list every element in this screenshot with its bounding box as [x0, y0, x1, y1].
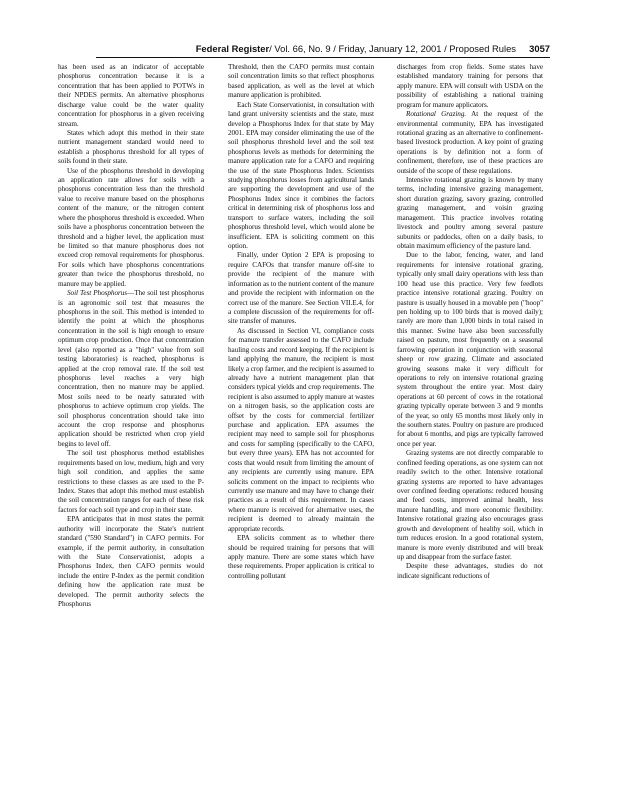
paragraph	[228, 63, 374, 101]
text-column-1	[58, 63, 204, 609]
paragraph-text: EPA solicits comment as to whether there should be required training for persons that will apply manure. There are some states which have these requirements. Proper application is critical to controlling pollutant	[228, 534, 374, 580]
paragraph	[397, 449, 543, 562]
paragraph	[397, 110, 543, 176]
text-column-3	[397, 63, 543, 581]
paragraph	[58, 289, 204, 449]
paragraph-text: The soil test phosphorus method establishes requirements based on low, medium, high and very high soil condition, and applies the same restrictions to these classes as are used to the P-Index. States that adopt this method must establish the soil concentration ranges for each of these risk factors for each soil type and crop in their state.	[58, 449, 204, 514]
paragraph-text: Threshold, then the CAFO permits must contain soil concentration limits so that reflect phosphorus based application, as well as the level at which manure application is prohibited.	[228, 63, 374, 100]
paragraph	[397, 63, 543, 110]
paragraph	[228, 101, 374, 252]
header-issue-info: / Vol. 66, No. 9 / Friday, January 12, 2001 / Proposed Rules	[269, 43, 516, 54]
page-number: 3057	[529, 43, 550, 54]
paragraph-text: Use of the phosphorus threshold in developing an application rate allows for soils with a phosphorus concentration less than the threshold value to receive manure based on the phosphorus content of the manure, or the nitrogen content where the phosphorus threshold is exceeded. When soils have a phosphorus concentration between the threshold and a higher level, the application must be limited so that manure phosphorus does not exceed crop removal requirements for phosphorus. For soils which have phosphorus concentrations greater than twice the phosphorus threshold, no manure may be applied.	[58, 166, 204, 288]
paragraph	[58, 129, 204, 167]
paragraph	[228, 534, 374, 581]
paragraph-text: EPA anticipates that in most states the permit authority will incorporate the State's nutrient standard ("590 Standard") in CAFO permits. For example, if the permit authority, in consultation with the State Conservationist, adopts a Phosphorus Index, then CAFO permits would include the entire P-Index as the permit condition defining how the application rate must be developed. The permit authority selects the Phosphorus	[58, 515, 204, 609]
paragraph	[58, 449, 204, 515]
paragraph-lead-heading: Rotational Grazing.	[406, 110, 467, 119]
paragraph	[58, 515, 204, 609]
paragraph-text: Finally, under Option 2 EPA is proposing to require CAFOs that transfer manure off-site to provide the recipient of the manure with information as to the nutrient content of the manure and provide the recipient with information on the correct use of the manure. See Section VII.E.4, for a complete discussion of the requirements for off-site transfer of manures.	[228, 251, 374, 326]
paragraph-text: Intensive rotational grazing is known by many terms, including intensive grazing management, short duration grazing, savory grazing, controlled grazing management, and voisin grazing management. This practice involves rotating livestock and poultry among several pasture subunits or paddocks, often on a daily basis, to obtain maximum efficiency of the pasture land.	[397, 176, 543, 251]
header-rule	[96, 57, 550, 58]
paragraph	[58, 63, 204, 129]
paragraph-text: Due to the labor, fencing, water, and land requirements for intensive rotational grazing, typically only small dairy operations with less than 100 head use this practice. Very few feedlots practice intensive rotational grazing. Poultry on pasture is usually housed in a movable pen ("hoop" pen holding up to 100 birds that is moved daily); rarely are more than 1,000 birds in total raised in this manner. Swine have also been successfully raised on pasture, most frequently on a seasonal farrowing operation in conjunction with seasonal sheep or row grazing. Climate and associated growing seasons make it very difficult for operations to rely on intensive rotational grazing system throughout the entire year. Most dairy operations at 60 percent of cows in the rotational grazing typically operate between 3 and 9 months of the year, so only 65 months most likely only in the southern states. Poultry on pasture are produced for about 6 months, and pigs are typically farrowed once per year.	[397, 251, 543, 448]
paragraph-text: has been used as an indicator of acceptable phosphorus concentration because it is a concentration that has been applied to POTWs in their NPDES permits. An alternative phosphorus discharge value could be the water quality concentration for phosphorus in a given receiving stream.	[58, 63, 204, 128]
paragraph-text: As discussed in Section VI, compliance costs for manure transfer assessed to the CAFO include hauling costs and record keeping. If the recipient is land applying the manure, the recipient is most likely a crop farmer, and the recipient is assumed to already have a nutrient management plan that considers typical yields and crop requirements. The recipient is also assumed to apply manure at wastes on a nitrogen basis, so the application costs are offset by the costs for commercial fertilizer purchase and application. EPA assumes the recipient may need to sample soil for phosphorus and costs for sampling (specifically to the CAFO, but every three years). EPA has not accounted for costs that would result from limiting the amount of any recipients are currently using manure. EPA solicits comment on the impact to recipients who currently use manure and may have to change their practices as a result of this requirement. In cases where manure is received for alternative uses, the recipient is deemed to already maintain the appropriate records.	[228, 326, 374, 533]
journal-name: Federal Register	[195, 43, 270, 54]
paragraph	[397, 251, 543, 449]
paragraph	[58, 167, 204, 289]
paragraph-text: Grazing systems are not directly comparable to confined feeding operations, as one system can not readily switch to the other. Intensive rotational grazing systems are reported to have advantages over confined feeding operations: reduced housing and feed costs, improved animal health, less manure handling, and more economic flexibility. Intensive rotational grazing also encourages grass growth and development of healthy soil, which in turn reduces erosion. In a good rotational system, manure is more evenly distributed and will break up and disappear from the surface faster.	[397, 449, 543, 561]
paragraph-text: Despite these advantages, studies do not indicate significant reductions of	[397, 562, 543, 580]
paragraph-text: discharges from crop fields. Some states have established mandatory training for persons that apply manure. EPA will consult with USDA on the possibility of establishing a national training program for manure applicators.	[397, 63, 543, 109]
paragraph-text: Each State Conservationist, in consultation with land grant university scientists and the state, must develop a Phosphorus Index for that state by May 2001. EPA may consider eliminating the use of the soil phosphorus threshold level and the soil test phosphorus levels as methods for determining the manure application rate for a CAFO and requiring the use of the state Phosphorus Index. Scientists studying phosphorus losses from agricultural lands are supporting the development and use of the Phosphorus Index since it combines the factors critical in determining risk of phosphorus loss and transport to surface waters, including the soil phosphorus threshold level, which would alone be insufficient. EPA is soliciting comment on this option.	[228, 100, 374, 251]
paragraph	[228, 251, 374, 326]
text-column-2	[228, 63, 374, 581]
paragraph	[228, 327, 374, 534]
paragraph-text: —The soil test phosphorus is an agronomic soil test that measures the phosphorus in the soil. This method is intended to identify the point at which the phosphorus concentration in the soil is high enough to ensure optimum crop production. Once that concentration level (also reported as a "high" value from soil testing laboratories) is reached, phosphorus is applied at the crop removal rate. If the soil test phosphorus level reaches a very high concentration, then no manure may be applied. Most soils need to be nearly saturated with phosphorus to achieve optimum crop yields. The soil phosphorus concentration should take into account the crop response and phosphorus application should be restricted when crop yield begins to level off.	[58, 289, 204, 448]
header-citation	[96, 42, 516, 56]
paragraph	[397, 176, 543, 251]
paragraph-text: States which adopt this method in their state nutrient management standard would need to establish a phosphorus threshold for all types of soils found in their state.	[58, 128, 204, 166]
running-header	[96, 42, 550, 56]
paragraph	[397, 562, 543, 581]
paragraph-text: At the request of the environmental community, EPA has investigated rotational grazing as an alternative to confinement-based livestock production. A key point of grazing operations is by definition not a form of confinement, therefore, use of these practices are outside of the scope of these regulations.	[397, 110, 543, 175]
paragraph-lead-heading: Soil Test Phosphorus	[67, 289, 128, 298]
